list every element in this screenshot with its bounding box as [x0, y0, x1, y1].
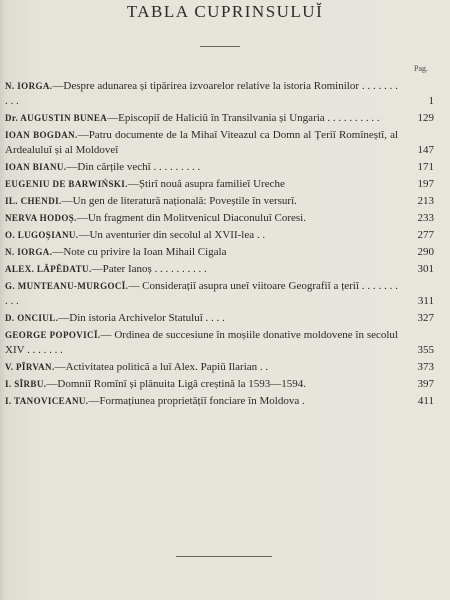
entry-title: —Activitatea politică a luĭ Alex. Papiŭ Ilarian . . — [54, 361, 269, 373]
contents-entry — [5, 228, 434, 243]
entry-author: I. SÎRBU. — [5, 379, 47, 389]
entry-title: —Note cu privire la Ioan Mihail Cigala — [52, 246, 227, 258]
entry-author: D. ONCIUL. — [5, 313, 59, 323]
contents-entry — [5, 160, 434, 175]
contents-entry — [5, 177, 434, 192]
entry-author: IOAN BIANU. — [5, 162, 67, 172]
entry-title: —Episcopiĭ de Haliciŭ în Transilvania și Ungaria . . . . . . . . . . — [107, 112, 380, 124]
contents-entry — [5, 311, 434, 326]
page-column-header: Pag. — [414, 64, 428, 73]
entry-author: EUGENIU DE BARWIŃSKI. — [5, 179, 128, 189]
bottom-divider — [176, 556, 272, 557]
contents-entry — [5, 194, 434, 209]
entry-title: —Din cărțile vechĭ . . . . . . . . . — [66, 161, 201, 173]
contents-entry — [5, 262, 434, 277]
contents-entry — [5, 394, 434, 409]
entry-page-number: 129 — [417, 112, 434, 124]
contents-entry — [5, 245, 434, 260]
entry-page-number: 411 — [417, 395, 434, 407]
entry-page-number: 327 — [417, 312, 434, 324]
entry-author: N. IORGA. — [5, 247, 53, 257]
entry-author: NERVA HODOȘ. — [5, 213, 77, 223]
entry-title: —Un gen de literatură națională: Poveștile în versurĭ. — [61, 195, 297, 207]
entry-title: —Din istoria Archivelor Statuluĭ . . . . — [58, 312, 225, 324]
contents-entry — [5, 111, 434, 126]
entry-page-number: 290 — [417, 246, 434, 258]
contents-entry — [5, 279, 434, 309]
entry-page-number: 1 — [428, 95, 434, 107]
entry-author: GEORGE POPOVICĬ. — [5, 330, 101, 340]
entry-author: O. LUGOȘIANU. — [5, 230, 79, 240]
contents-entry — [5, 79, 434, 109]
entry-author: Dr. AUGUSTIN BUNEA — [5, 113, 108, 123]
entry-page-number: 277 — [417, 229, 434, 241]
entry-title: — Considerațiĭ asupra uneĭ viitoare Geografiĭ a țeriĭ . . . . . . . . . . — [5, 280, 398, 307]
entry-page-number: 233 — [417, 212, 434, 224]
entry-title: —Patru documente de la Mihaĭ Viteazul ca Domn al Țeriĭ Romîneștĭ, al Ardealuluĭ și al Moldoveĭ — [5, 129, 399, 156]
title-divider — [200, 46, 240, 47]
entry-title: —Știrĭ nouă asupra familieĭ Ureche — [127, 178, 285, 190]
entry-page-number: 213 — [417, 195, 434, 207]
entry-page-number: 311 — [417, 295, 434, 307]
contents-entry — [5, 328, 434, 358]
page-title: TABLA CUPRINSULUĬ — [126, 2, 324, 21]
entry-title: —Despre adunarea și tipărirea izvoarelor relative la istoria Rominilor . . . . . . . . . . — [5, 80, 398, 107]
entry-title: —Domniĭ Romînĭ și plănuita Ligă creștină la 1593—1594. — [46, 378, 307, 390]
entry-title: —Formațiunea proprietățiĭ fonciare în Moldova . — [88, 395, 305, 407]
entry-author: I. TANOVICEANU. — [5, 396, 89, 406]
entry-title: —Pater Ianoș . . . . . . . . . . — [91, 263, 207, 275]
entry-title: —Un fragment din Molitvenicul Diaconuluĭ Coresi. — [76, 212, 306, 224]
entry-author: G. MUNTEANU-MURGOCĬ. — [5, 281, 129, 291]
entry-author: IL. CHENDI. — [5, 196, 62, 206]
entry-author: IOAN BOGDAN. — [5, 130, 78, 140]
entry-page-number: 147 — [417, 144, 434, 156]
entry-page-number: 373 — [417, 361, 434, 373]
entry-author: V. PÎRVAN. — [5, 362, 55, 372]
entry-page-number: 171 — [417, 161, 434, 173]
entry-title: —Un aventurier din secolul al XVII-lea . . — [78, 229, 266, 241]
entry-author: N. IORGA. — [5, 81, 53, 91]
contents-entry — [5, 360, 434, 375]
entry-page-number: 197 — [417, 178, 434, 190]
entry-title: — Ordinea de succesiune în moșiile donative moldovene în secolul XIV . . . . . . . — [5, 329, 398, 356]
entry-page-number: 355 — [417, 344, 434, 356]
entry-author: ALEX. LĂPĔDATU. — [5, 264, 92, 274]
contents-entry — [5, 211, 434, 226]
contents-list — [5, 79, 434, 411]
entry-page-number: 301 — [417, 263, 434, 275]
entry-page-number: 397 — [417, 378, 434, 390]
contents-entry — [5, 128, 434, 158]
contents-entry — [5, 377, 434, 392]
